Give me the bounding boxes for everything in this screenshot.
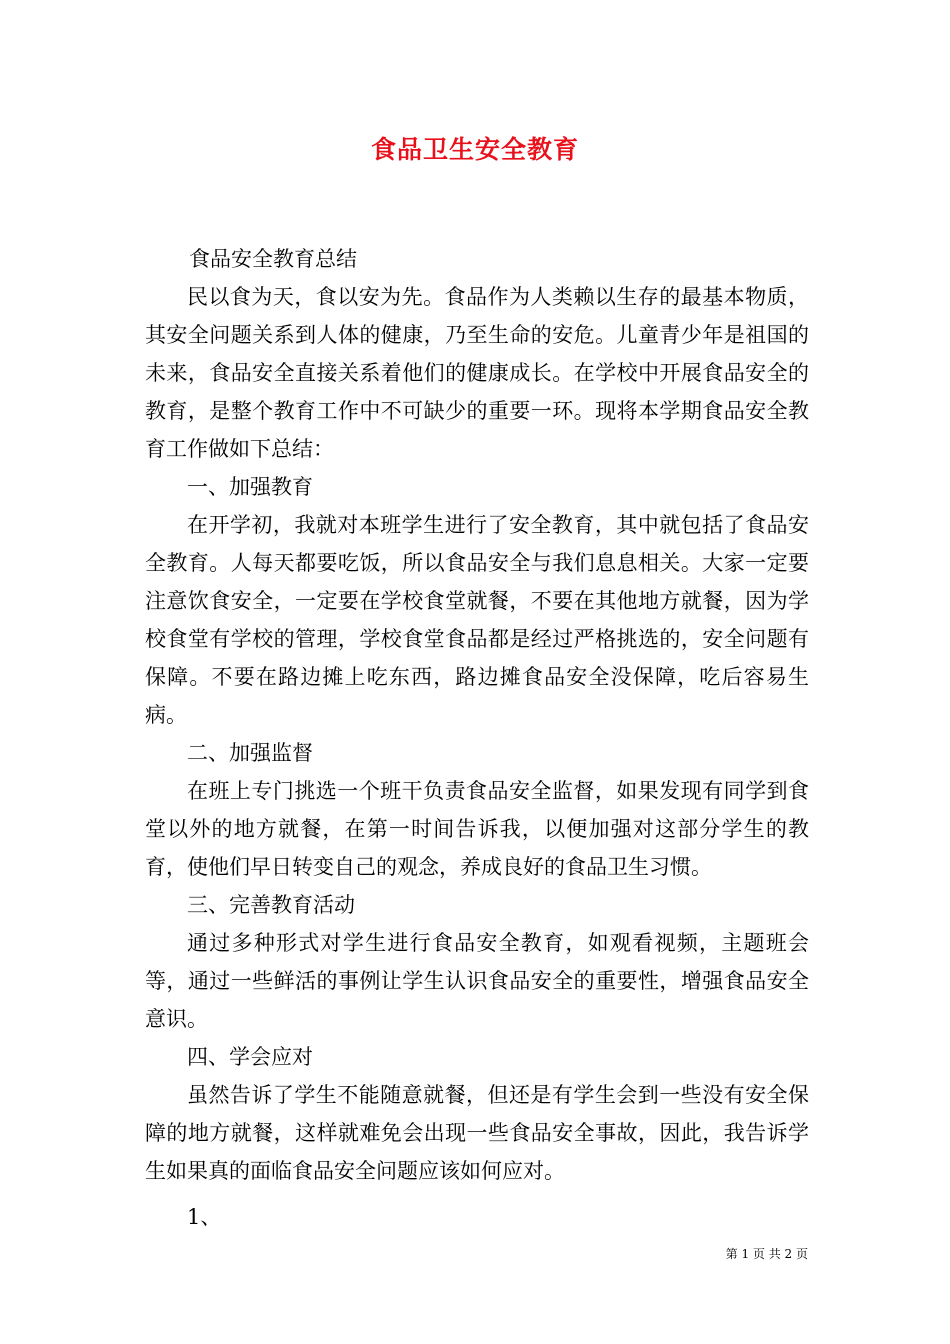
document-title: 食品卫生安全教育 <box>370 135 579 164</box>
paragraph-section-4: 虽然告诉了学生不能随意就餐，但还是有学生会到一些没有安全保障的地方就餐，这样就难免会出现一些食品安全事故，因此，我告诉学生如果真的面临食品安全问题应该如何应对。 <box>145 1083 809 1183</box>
paragraph-section-2: 在班上专门挑选一个班干负责食品安全监督，如果发现有同学到食堂以外的地方就餐，在第一时间告诉我，以便加强对这部分学生的教育，使他们早日转变自己的观念，养成良好的食品卫生习惯。 <box>145 779 809 879</box>
paragraph-section-1: 在开学初，我就对本班学生进行了安全教育，其中就包括了食品安全教育。人每天都要吃饭，所以食品安全与我们息息相关。大家一定要注意饮食安全，一定要在学校食堂就餐，不要在其他地方就餐，因为学校食堂有学校的管理，学校食堂食品都是经过严格挑选的，安全问题有保障。不要在路边摊上吃东西，路边摊食品安全没保障，吃后容易生病。 <box>145 513 809 727</box>
page-number: 第 1 页 共 2 页 <box>725 1247 808 1261</box>
list-item-1: 1、 <box>187 1205 222 1229</box>
paragraph-intro: 民以食为天，食以安为先。食品作为人类赖以生存的最基本物质，其安全问题关系到人体的健康，乃至生命的安危。儿童青少年是祖国的未来，食品安全直接关系着他们的健康成长。在学校中开展食品安全的教育，是整个教育工作中不可缺少的重要一环。现将本学期食品安全教育工作做如下总结： <box>145 285 809 461</box>
section-heading-2: 二、加强监督 <box>187 741 313 765</box>
document-subtitle: 食品安全教育总结 <box>189 247 357 271</box>
section-heading-3: 三、完善教育活动 <box>187 893 355 917</box>
section-heading-4: 四、学会应对 <box>187 1045 313 1069</box>
paragraph-section-3: 通过多种形式对学生进行食品安全教育，如观看视频，主题班会等，通过一些鲜活的事例让学生认识食品安全的重要性，增强食品安全意识。 <box>145 931 809 1031</box>
section-heading-1: 一、加强教育 <box>187 475 313 499</box>
document-body <box>145 240 809 1236</box>
